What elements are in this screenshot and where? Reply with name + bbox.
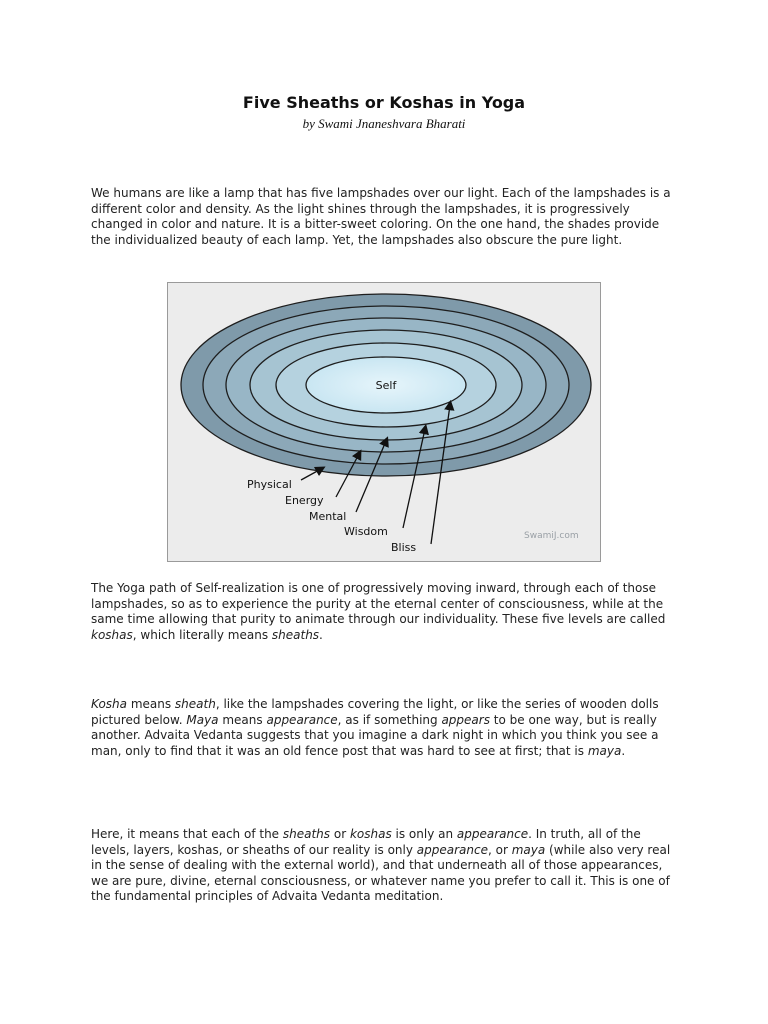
appearance-term: appearance — [266, 712, 338, 727]
koshas-diagram — [167, 282, 601, 562]
koshas-diagram-svg — [168, 283, 600, 561]
physical-label: Physical — [247, 478, 292, 491]
wisdom-label: Wisdom — [344, 525, 388, 538]
appears-term: appears — [441, 712, 490, 727]
maya-term-3: maya — [511, 842, 546, 857]
advaita-paragraph: Here, it means that each of the sheaths or koshas is only an appearance. In truth, all of the levels, layers, koshas, or sheaths of our reality is only appearance, or maya (while also very real in the sense of dealing with the external world), and that underneath all of those appearances, we are pure, divine, eternal consciousness, or whatever name you prefer to call it. This is one of the fundamental principles of Advaita Vedanta meditation. — [91, 827, 671, 904]
author-byline: by Swami Jnaneshvara Bharati — [302, 116, 466, 131]
appearance-term-3: appearance — [416, 842, 488, 857]
watermark: SwamiJ.com — [524, 531, 579, 541]
sheath-term: sheath — [174, 697, 216, 711]
bliss-label: Bliss — [391, 541, 417, 554]
koshas-term: koshas — [91, 627, 133, 642]
intro-paragraph: We humans are like a lamp that has five lampshades over our light. Each of the lampshades is a different color and density. As the light shines through the lampshades, it is progressively changed in color and nature. It is a bitter-sweet coloring. On the one hand, the shades provide the individualized beauty of each lamp. Yet, the lampshades also obscure the pure light. — [91, 186, 671, 247]
self-realization-paragraph: The Yoga path of Self-realization is one of progressively moving inward, through each of those lampshades, so as to experience the purity at the eternal center of consciousness, while at the same time allowing that purity to animate through our individuality. These five levels are called koshas, which literally means sheaths. — [91, 581, 666, 642]
mental-label: Mental — [309, 510, 347, 523]
koshas-term-2: koshas — [349, 827, 392, 841]
sheaths-term: sheaths — [271, 627, 320, 642]
page-title: Five Sheaths or Koshas in Yoga — [242, 93, 526, 112]
sheaths-term-2: sheaths — [282, 827, 331, 841]
maya-term: Maya — [186, 712, 219, 727]
energy-label: Energy — [285, 494, 324, 507]
appearance-term-2: appearance — [456, 827, 529, 841]
kosha-term: Kosha — [91, 697, 127, 711]
maya-term-2: maya — [587, 743, 622, 758]
kosha-maya-paragraph: Kosha means sheath, like the lampshades covering the light, or like the series of wooden dolls pictured below. Maya means appearance, as if something appears to be one way, but is really another. Advaita Vedanta suggests that you imagine a dark night in which you think you see a man, only to find that it was an old fence post that was hard to see at first; that is maya. — [91, 697, 659, 758]
physical-arrow — [301, 469, 321, 480]
self-label: Self — [375, 379, 397, 392]
